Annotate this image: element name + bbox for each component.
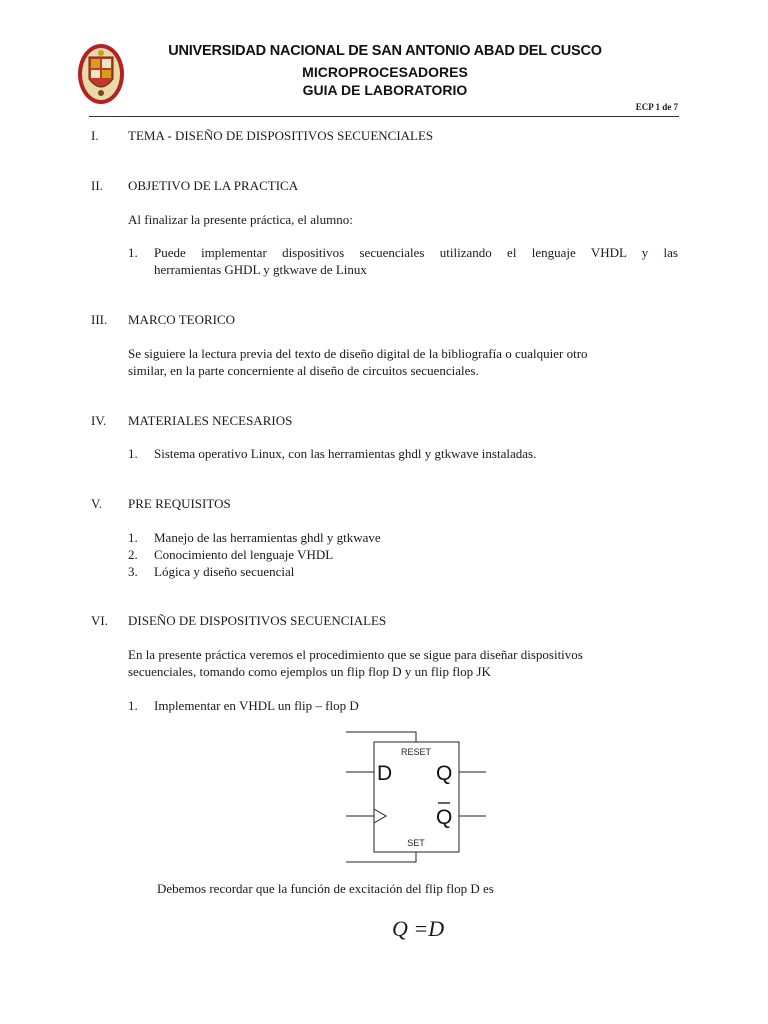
reset-wire	[346, 732, 416, 742]
prereq-item: Manejo de las herramientas ghdl y gtkwave	[154, 530, 381, 545]
materials-item: Sistema operativo Linux, con las herramientas ghdl y gtkwave instaladas.	[154, 446, 537, 461]
d-flip-flop-diagram	[340, 725, 500, 870]
prereq-item-number: 3.	[128, 564, 138, 579]
objective-item-number: 1.	[128, 245, 138, 260]
design-line-1: En la presente práctica veremos el procedimiento que se sigue para diseñar dispositivos	[128, 647, 583, 662]
set-label: SET	[407, 838, 425, 848]
section-1-title: TEMA - DISEÑO DE DISPOSITIVOS SECUENCIALES	[128, 128, 434, 143]
prereq-item-number: 2.	[128, 547, 138, 562]
qbar-label: Q	[436, 806, 453, 829]
university-name: UNIVERSIDAD NACIONAL DE SAN ANTONIO ABAD DEL CUSCO	[168, 43, 602, 59]
guide-title: GUIA DE LABORATORIO	[302, 82, 468, 98]
section-5-title: PRE REQUISITOS	[128, 496, 231, 511]
d-label: D	[377, 762, 393, 785]
design-line-2: secuenciales, tomando como ejemplos un flip flop D y un flip flop JK	[128, 664, 491, 679]
design-item-number: 1.	[128, 698, 138, 713]
page-number: ECP 1 de 7	[635, 102, 678, 112]
design-item: Implementar en VHDL un flip – flop D	[154, 698, 359, 713]
theory-line-2: similar, en la parte concerniente al diseño de circuitos secuenciales.	[128, 363, 479, 378]
objective-item-line-2: herramientas GHDL y gtkwave de Linux	[154, 262, 367, 277]
section-2-number: II.	[91, 178, 103, 193]
section-6-number: VI.	[91, 613, 108, 628]
objective-intro: Al finalizar la presente práctica, el alumno:	[128, 212, 353, 227]
course-name: MICROPROCESADORES	[302, 64, 468, 80]
prereq-item-number: 1.	[128, 530, 138, 545]
materials-item-number: 1.	[128, 446, 138, 461]
q-label: Q	[436, 762, 453, 785]
university-seal-logo	[77, 43, 125, 105]
section-3-title: MARCO TEORICO	[128, 312, 236, 327]
objective-item-line-1: Puede implementar dispositivos secuenciales utilizando el lenguaje VHDL y las	[154, 245, 678, 260]
section-2-title: OBJETIVO DE LA PRACTICA	[128, 178, 299, 193]
section-1-number: I.	[91, 128, 99, 143]
reset-label: RESET	[400, 747, 432, 757]
excitation-sentence: Debemos recordar que la función de excitación del flip flop D es	[157, 881, 494, 896]
section-4-title: MATERIALES NECESARIOS	[128, 413, 293, 428]
section-4-number: IV.	[91, 413, 107, 428]
excitation-formula: Q =D	[392, 916, 445, 941]
prereq-item: Lógica y diseño secuencial	[154, 564, 295, 579]
set-wire	[346, 852, 416, 862]
section-3-number: III.	[91, 312, 108, 327]
header-divider	[89, 116, 679, 117]
section-5-number: V.	[91, 496, 102, 511]
clock-triangle	[374, 809, 386, 823]
section-6-title: DISEÑO DE DISPOSITIVOS SECUENCIALES	[128, 613, 387, 628]
theory-line-1: Se siguiere la lectura previa del texto de diseño digital de la bibliografía o cualquier otro	[128, 346, 588, 361]
flip-flop-body	[374, 742, 459, 852]
prereq-item: Conocimiento del lenguaje VHDL	[154, 547, 334, 562]
